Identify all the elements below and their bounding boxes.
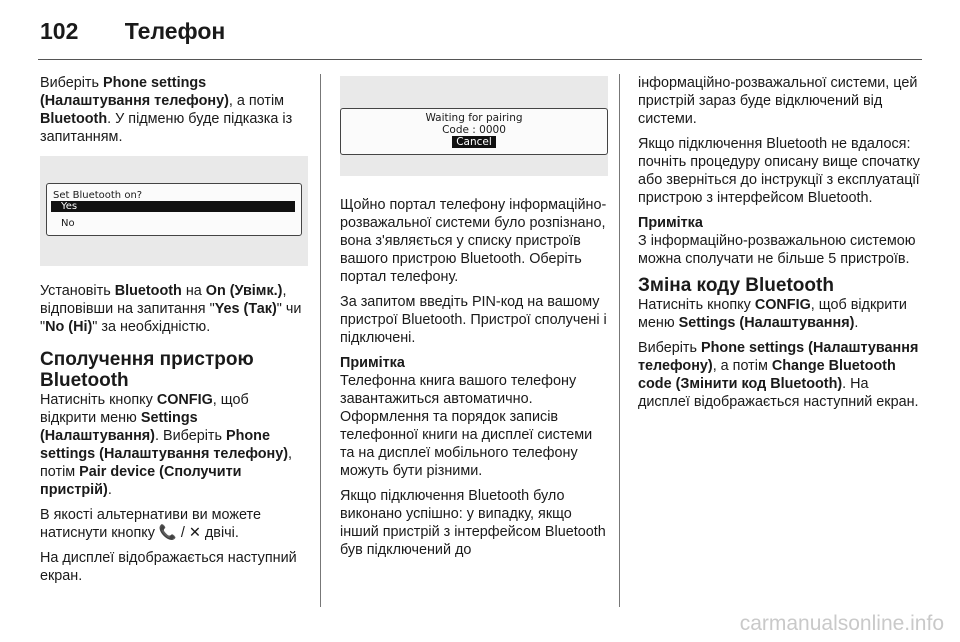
paragraph	[40, 391, 308, 499]
text: на	[181, 283, 206, 299]
menu-ref: Settings (Налаштування)	[678, 315, 855, 331]
text: . Виберіть	[154, 428, 226, 444]
page-title: Телефон	[124, 18, 226, 44]
text: .	[107, 482, 112, 498]
display-screenshot-pairing	[340, 76, 608, 176]
paragraph: Щойно портал телефону інформаційно-розважальної системи було розпізнано, вона з'являється у списку пристроїв вашого пристрою Bluetooth. Оберіть портал телефону.	[340, 197, 607, 285]
paragraph	[638, 339, 924, 411]
paragraph: На дисплеї відображається наступний екран.	[40, 550, 297, 584]
pairing-code: Code : 0000	[442, 124, 506, 136]
option-no: No	[61, 218, 75, 229]
text: " за необхідністю.	[92, 319, 211, 335]
note-title: Примітка	[340, 355, 405, 371]
paragraph: Якщо підключення Bluetooth було виконано успішно: у випадку, якщо інший пристрій з інтерфейсом Bluetooth був підключений до	[340, 488, 606, 558]
pairing-status: Waiting for pairing	[425, 112, 523, 124]
note-body: З інформаційно-розважальною системою можна сполучати не більше 5 пристроїв.	[638, 233, 916, 267]
paragraph: За запитом введіть PIN-код на вашому пристрої Bluetooth. Пристрої сполучені і підключені.	[340, 294, 607, 346]
note-body: Телефонна книга вашого телефону завантажиться автоматично. Оформлення та порядок записів телефонної книги на дисплеї системи та на дисплеї мобільного телефону можуть бути різними.	[340, 373, 593, 479]
column-divider-1	[320, 74, 321, 607]
paragraph	[40, 282, 308, 336]
display-screenshot-set-bluetooth	[40, 156, 308, 266]
column-divider-2	[619, 74, 620, 607]
column-3	[638, 74, 924, 418]
menu-ref: Yes (Так)	[214, 301, 277, 317]
column-2	[340, 74, 608, 566]
note	[638, 214, 924, 268]
cancel-option: Cancel	[452, 136, 496, 148]
note-title: Примітка	[638, 215, 703, 231]
column-1	[40, 74, 308, 592]
menu-ref: Phone settings (Налаштування телефону)	[40, 428, 289, 462]
paragraph: Якщо підключення Bluetooth не вдалося: почніть процедуру описану вище спочатку або зверніться до інструкції з експлуатації пристрою з інтерфейсом Bluetooth.	[638, 136, 920, 206]
watermark: carmanualsonline.info	[739, 612, 944, 635]
paragraph: інформаційно-розважальної системи, цей пристрій зараз буде відключений від системи.	[638, 75, 918, 127]
text: . У підменю буде підказка із запитанням.	[40, 111, 293, 145]
dialog-box	[46, 183, 302, 236]
menu-ref: On (Увімк.)	[205, 283, 283, 299]
paragraph	[40, 506, 308, 542]
page-header	[40, 18, 225, 45]
button-ref: CONFIG	[754, 297, 811, 313]
dialog-question: Set Bluetooth on?	[53, 190, 143, 201]
menu-ref: Phone settings (Налаштування телефону)	[638, 340, 919, 374]
option-yes: Yes	[51, 201, 295, 212]
text: , а потім	[228, 93, 285, 109]
menu-ref: Phone settings (Налаштування телефону)	[40, 75, 229, 109]
text: . На дисплеї відображається наступний екран.	[638, 376, 919, 410]
text: , а потім	[712, 358, 772, 374]
text: Установіть	[40, 283, 115, 299]
section-heading: Сполучення пристрою Bluetooth	[40, 349, 254, 391]
phone-icon: 📞 / ✕	[158, 525, 201, 541]
page-number: 102	[40, 18, 79, 44]
text: Виберіть	[40, 75, 104, 91]
paragraph	[638, 296, 924, 332]
text: .	[854, 315, 859, 331]
text: В якості альтернативи ви можете натиснути кнопку	[40, 507, 261, 541]
menu-ref: Change Bluetooth code (Змінити код Bluetooth)	[638, 358, 896, 392]
menu-ref: Bluetooth	[114, 283, 182, 299]
note	[340, 354, 608, 480]
paragraph	[40, 74, 308, 146]
text: , щоб відкрити меню	[638, 297, 907, 331]
text: , потім	[40, 446, 293, 480]
text: , щоб відкрити меню	[40, 392, 249, 426]
button-ref: CONFIG	[156, 392, 213, 408]
dialog-box	[340, 108, 608, 155]
text: , відповівши на запитання "	[40, 283, 287, 317]
menu-ref: Bluetooth	[40, 111, 108, 127]
text: Натисніть кнопку	[638, 297, 755, 313]
menu-ref: Settings (Налаштування)	[40, 410, 198, 444]
menu-ref: Pair device (Сполучити пристрій)	[40, 464, 242, 498]
menu-ref: No (Ні)	[45, 319, 93, 335]
text: двічі.	[200, 525, 239, 541]
header-rule	[38, 59, 922, 60]
text: " чи "	[40, 301, 302, 335]
section-heading: Зміна коду Bluetooth	[638, 275, 834, 296]
text: Виберіть	[638, 340, 702, 356]
text: Натисніть кнопку	[40, 392, 157, 408]
